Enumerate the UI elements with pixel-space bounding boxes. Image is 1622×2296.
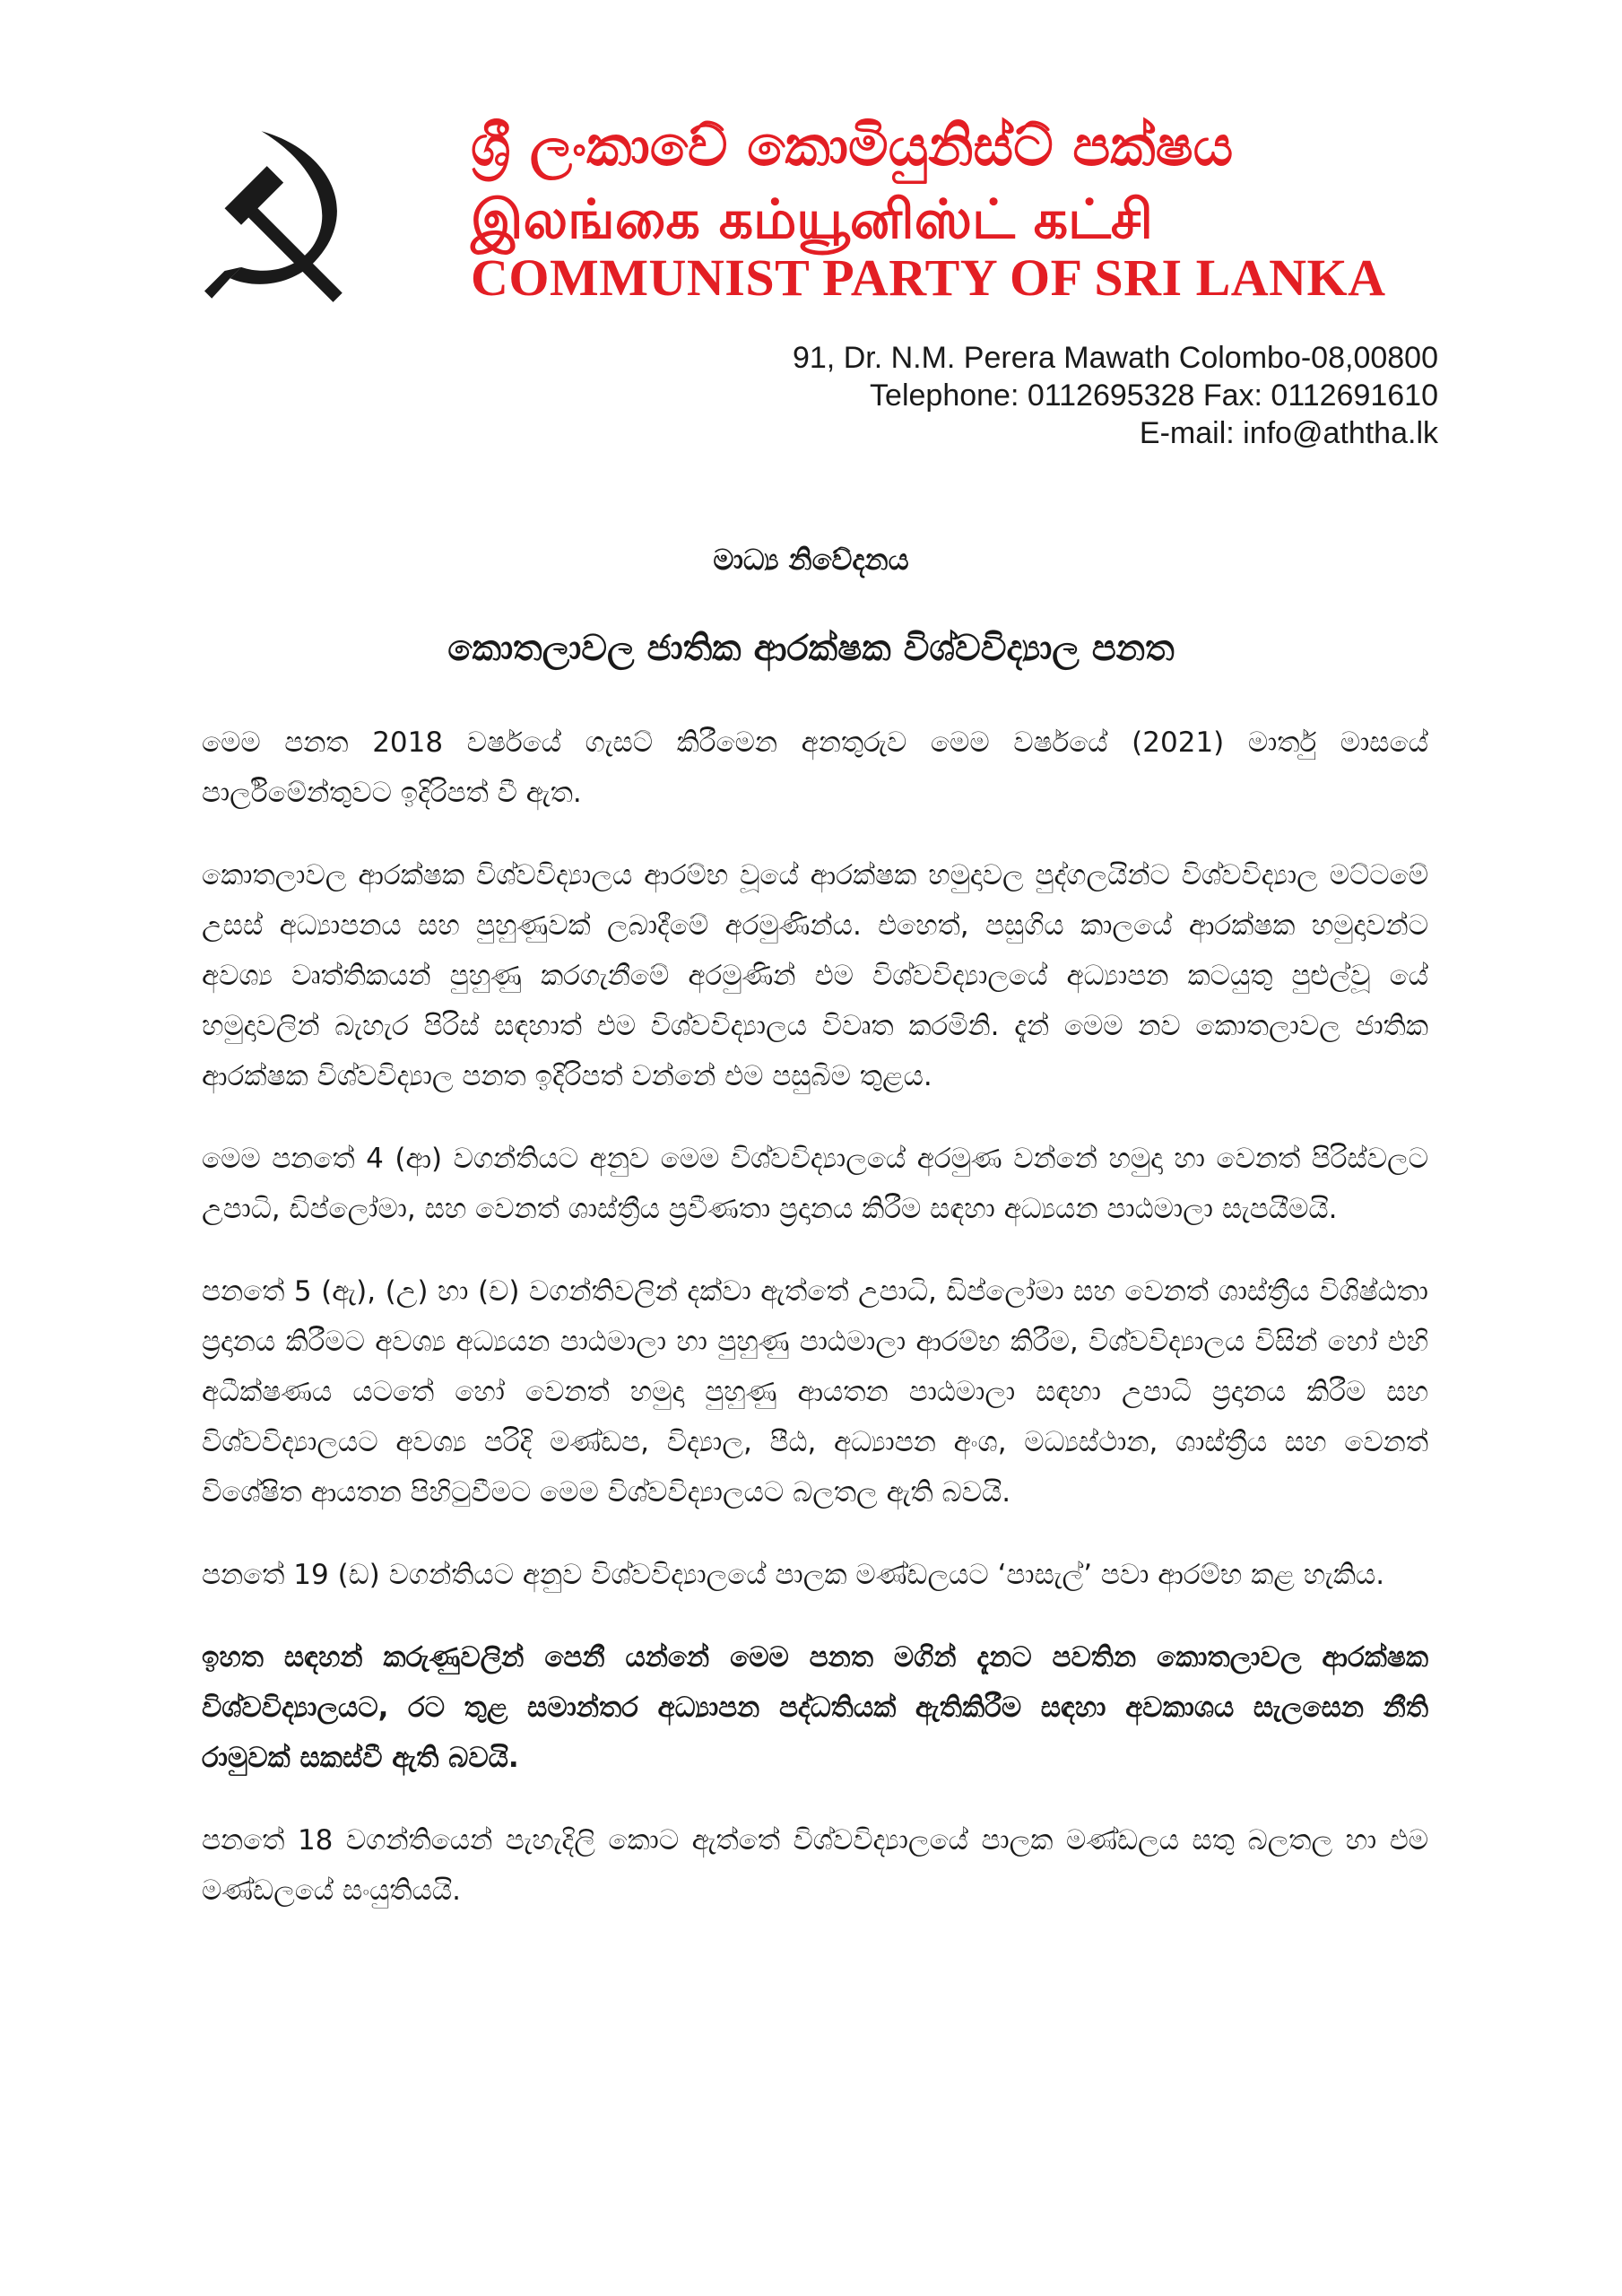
contact-address-block bbox=[793, 339, 1438, 452]
body-paragraph: පනතේ 5 (ඇ), (උ) හා (ච) වගන්තිවලින් දක්වා ඇත්තේ උපාධි, ඩිප්ලෝමා සහ වෙනත් ශාස්ත්‍රීය විශිෂ්ඨතා ප්‍රදානය කිරීමට අවශ්‍ය අධ්‍යයන පාඨමාලා හා පුහුණු පාඨමාලා ආරම්භ කිරීම, විශ්වවිද්‍යාලය විසින් හෝ එහි අධීක්ෂණය යටතේ හෝ වෙනත් හමුදා පුහුණු ආයතන පාඨමාලා සඳහා උපාධි ප්‍රදානය කිරීම සහ විශ්වවිද්‍යාලයට අවශ්‍ය පරිදි මණ්ඩප, විද්‍යාල, පීඨ, අධ්‍යාපන අංශ, මධ්‍යස්ථාන, ශාස්ත්‍රීය සහ වෙනත් විශේෂිත ආයතන පිහිටුවීමට මෙම විශ්වවිද්‍යාලයට බලතල ඇති බවයි. bbox=[202, 1275, 1428, 1509]
party-name-english: COMMUNIST PARTY OF SRI LANKA bbox=[471, 248, 1386, 307]
document-body bbox=[202, 718, 1428, 1948]
hammer-and-sickle-icon bbox=[204, 124, 388, 308]
party-name-tamil: இலங்கை கம்யூனிஸ்ட் கட்சி bbox=[471, 188, 1153, 251]
email-line: E-mail: info@aththa.lk bbox=[1139, 416, 1438, 450]
party-name-sinhala: ශ්‍රී ලංකාවේ කොමියුනිස්ට් පක්ෂය bbox=[471, 113, 1234, 178]
body-paragraph: කොතලාවල ආරක්ෂක විශ්වවිද්‍යාලය ආරම්භ වූයේ ආරක්ෂක හමුදාවල පුද්ගලයින්ට විශ්වවිද්‍යාල මට්ටමේ උසස් අධ්‍යාපනය සහ පුහුණුවක් ලබාදීමේ අරමුණින්ය. එහෙත්, පසුගිය කාලයේ ආරක්ෂක හමුදාවන්ට අවශ්‍ය වෘත්තිකයන් පුහුණු කරගැනීමේ අරමුණින් එම විශ්වවිද්‍යාලයේ අධ්‍යාපන කටයුතු පුළුල්වූ යේ හමුදාවලින් බැහැර පිරිස් සඳහාත් එම විශ්වවිද්‍යාලය විවෘත කරමිනි. දැන් මෙම නව කොතලාවල ජාතික ආරක්ෂක විශ්වවිද්‍යාල පනත ඉදිරිපත් වන්නේ එම පසුබිම තුළය. bbox=[202, 859, 1428, 1092]
document-type-heading: මාධ්‍ය නිවේදනය bbox=[713, 543, 909, 577]
postal-address: 91, Dr. N.M. Perera Mawath Colombo-08,00800 bbox=[792, 341, 1438, 375]
document-title: කොතලාවල ජාතික ආරක්ෂක විශ්වවිද්‍යාල පනත bbox=[447, 628, 1175, 669]
body-paragraph: මෙම පනත 2018 වර්ෂයේ ගැසට් කිරීමෙන අනතුරුව මෙම වර්ෂයේ (2021) මාර්තු මාසයේ පාර්ලිමේන්තුවට ඉදිරිපත් වී ඇත. bbox=[202, 726, 1428, 809]
body-paragraph: පනතේ 19 (ඩ) වගන්තියට අනුව විශ්වවිද්‍යාලයේ පාලක මණ්ඩලයට ‘පාසැල්’ පවා ආරම්භ කළ හැකිය. bbox=[202, 1559, 1385, 1591]
body-paragraph-emphasis: ඉහත සඳහන් කරුණුවලින් පෙනී යන්නේ මෙම පනත මගින් දැනට පවතින කොතලාවල ආරක්ෂක විශ්වවිද්‍යාලයට, රට තුළ සමාන්තර අධ්‍යාපන පද්ධතියක් ඇතිකිරීම සඳහා අවකාශය සැලසෙන නීති රාමුවක් සකස්වී ඇති බවයි. bbox=[202, 1641, 1428, 1774]
body-paragraph: මෙම පනතේ 4 (ආ) වගන්තියට අනුව මෙම විශ්වවිද්‍යාලයේ අරමුණ වන්නේ හමුදා හා වෙනත් පිරිස්වලට උපාධි, ඩිප්ලෝමා, සහ වෙනත් ශාස්ත්‍රීය ප්‍රවීණතා ප්‍රදානය කිරීම සඳහා අධ්‍යයන පාඨමාලා සැපයීමයි. bbox=[202, 1143, 1428, 1225]
letterhead bbox=[0, 0, 1622, 323]
body-paragraph: පනතේ 18 වගන්තියෙන් පැහැදිලි කොට ඇත්තේ විශ්වවිද්‍යාලයේ පාලක මණ්ඩලය සතු බලතල හා එම මණ්ඩලයේ සංයුතියයි. bbox=[202, 1824, 1428, 1907]
phone-fax-line: Telephone: 0112695328 Fax: 0112691610 bbox=[870, 378, 1438, 413]
